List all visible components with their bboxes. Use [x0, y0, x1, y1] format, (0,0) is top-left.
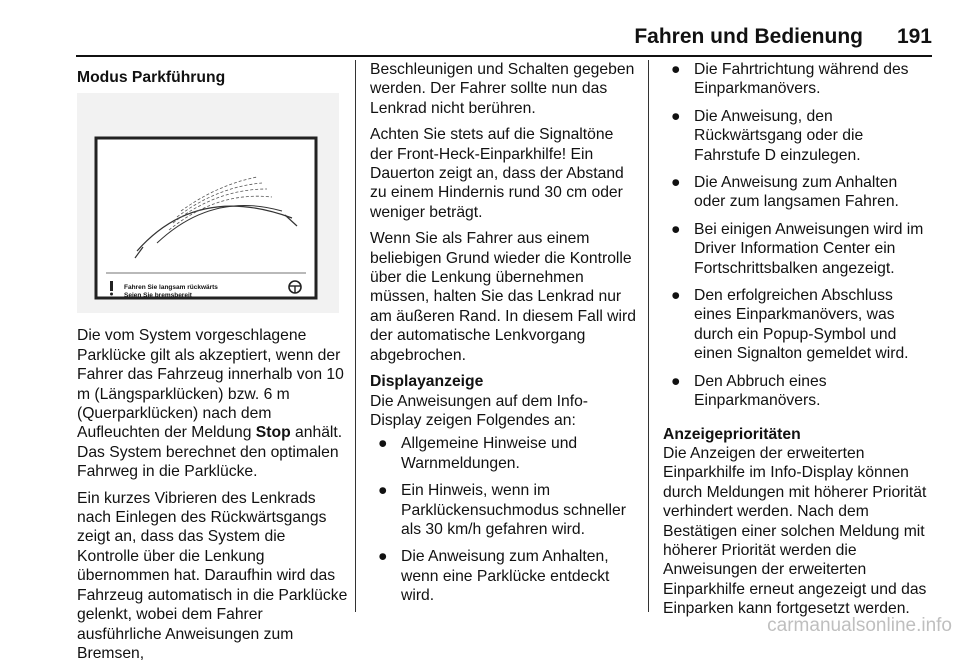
paragraph-text: Die vom System vorgeschlagene Parklücke gilt als akzeptiert, wenn der Fahrer das Fahrzeug innerhalb von 10 m (Längsparklücken) bzw. 6 m (Querparklücken) nach dem Aufleuchten der Meldung [77, 327, 344, 442]
list-item-text: Die Fahrtrichtung während des Einparkmanövers. [694, 61, 909, 98]
list-item [663, 173, 929, 212]
section-heading: Anzeigeprioritäten [663, 425, 801, 443]
parking-display-illustration [77, 93, 339, 313]
column-1 [77, 60, 349, 670]
list-item [370, 481, 636, 539]
paragraph: Wenn Sie als Fahrer aus einem beliebigen Grund wieder die Kontrolle über die Lenkung übernehmen müssen, halten Sie das Lenkrad nur am äußeren Rand. In diesem Fall wird der automatische Lenkvorgang abgebrochen. [370, 230, 636, 364]
list-item [663, 220, 929, 278]
section-heading: Modus Parkführung [77, 69, 226, 86]
column-3 [663, 60, 929, 626]
list-item-text: Bei einigen Anweisungen wird im Driver Information Center ein Fortschrittsbalken angezeigt. [694, 220, 924, 277]
bullet-icon: ● [671, 372, 681, 390]
list-item-text: Die Anweisung zum Anhalten, wenn eine Parklücke entdeckt wird. [401, 548, 610, 605]
display-message-line2: Seien Sie bremsbereit [124, 292, 192, 300]
bullet-icon: ● [378, 435, 388, 453]
column-2 [370, 60, 636, 616]
paragraph [77, 326, 349, 481]
paragraph: Beschleunigen und Schalten gegeben werden. Der Fahrer sollte nun das Lenkrad nicht berühren. [370, 61, 635, 117]
paragraph: Die Anweisungen auf dem Info-Display zeigen Folgendes an: [370, 392, 589, 429]
list-item [663, 60, 929, 99]
paragraph-text: anhält. Das System berechnet den optimalen Fahrweg in die Parklücke. [77, 424, 343, 481]
bullet-icon: ● [671, 220, 681, 238]
bullet-icon: ● [378, 482, 388, 500]
bullet-icon: ● [671, 107, 681, 125]
list-item-text: Allgemeine Hinweise und Warnmeldungen. [401, 435, 578, 472]
bullet-list [370, 434, 636, 605]
list-item [663, 372, 929, 411]
column-divider [355, 60, 356, 612]
bullet-icon: ● [671, 174, 681, 192]
list-item-text: Den Abbruch eines Einparkmanövers. [694, 372, 827, 410]
bullet-icon: ● [671, 61, 681, 78]
page-header [0, 0, 960, 56]
list-item-text: Die Anweisung zum Anhalten oder zum langsamen Fahren. [694, 174, 899, 211]
stop-keyword: Stop [255, 424, 291, 442]
header-title: Fahren und Bedienung [634, 25, 863, 48]
bullet-icon: ● [671, 287, 681, 305]
list-item [663, 286, 929, 364]
bullet-list [663, 60, 929, 411]
list-item-text: Den erfolgreichen Abschluss eines Einparkmanövers, was durch ein Popup-Symbol und einen Signalton gemeldet wird. [694, 287, 909, 363]
paragraph: Ein kurzes Vibrieren des Lenkrads nach Einlegen des Rückwärtsgangs zeigt an, dass das System die Kontrolle über die Lenkung übernommen hat. Daraufhin wird das Fahrzeug automatisch in die Parklücke gelenkt, wobei dem Fahrer ausführliche Anweisungen zum Bremsen, [77, 489, 348, 662]
list-item-text: Die Anweisung, den Rückwärtsgang oder die Fahrstufe D einzulegen. [694, 107, 864, 164]
page-number: 191 [896, 25, 932, 48]
watermark: carmanualsonline.info [767, 615, 952, 636]
paragraph: Die Anzeigen der erweiterten Einparkhilfe im Info-Display können durch Meldungen mit höherer Priorität verhindert werden. Nach dem Bestätigen einer solchen Meldung mit höherer Priorität werden die Anweisungen der erweiterten Einparkhilfe erneut angezeigt und das Einparken kann fortgesetzt werden. [663, 444, 927, 618]
bullet-icon: ● [378, 548, 388, 566]
header-rule [76, 55, 932, 57]
column-divider [648, 60, 649, 612]
list-item-text: Ein Hinweis, wenn im Parklückensuchmodus schneller als 30 km/h gefahren wird. [401, 482, 626, 538]
paragraph: Achten Sie stets auf die Signaltöne der Front-Heck-Einparkhilfe! Ein Dauerton zeigt an, dass der Abstand zu einem Hindernis rund 30 cm oder weniger beträgt. [370, 126, 624, 221]
parking-display-figure [77, 93, 339, 313]
list-item [370, 434, 636, 473]
display-message-line1: Fahren Sie langsam rückwärts [124, 284, 218, 292]
list-item [663, 107, 929, 165]
section-heading: Displayanzeige [370, 373, 484, 391]
list-item [370, 547, 636, 605]
